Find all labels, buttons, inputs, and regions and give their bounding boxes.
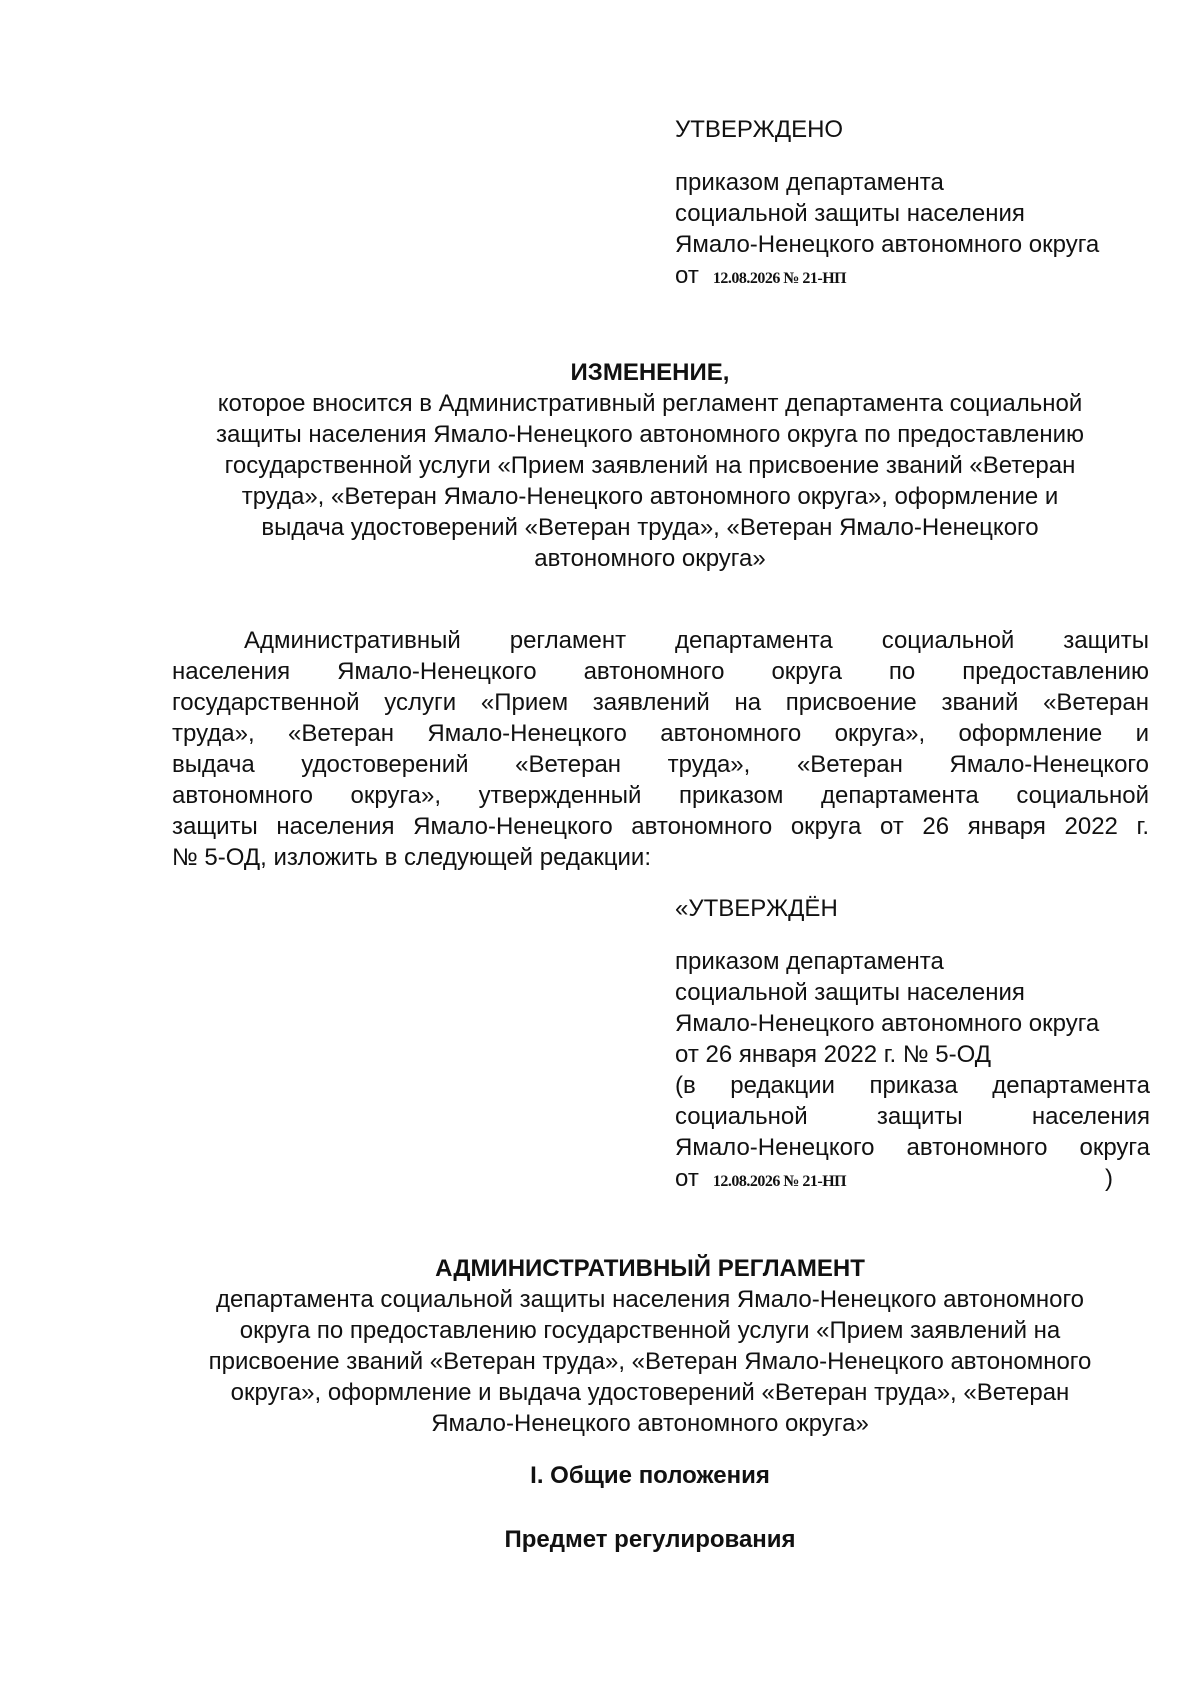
- paragraph-line: населения Ямало-Ненецкого автономного округа по предоставлению: [172, 658, 1149, 685]
- regulation-title: [150, 1253, 1150, 1439]
- change-title-line: труда», «Ветеран Ямало-Ненецкого автономного округа», оформление и: [241, 483, 1059, 510]
- approval-line: приказом департамента: [675, 948, 944, 975]
- paragraph-line: государственной услуги «Прием заявлений на присвоение званий «Ветеран: [172, 689, 1149, 716]
- change-title-line: государственной услуги «Прием заявлений на присвоение званий «Ветеран: [224, 452, 1076, 479]
- approval-line: от 26 января 2022 г. № 5-ОД: [675, 1041, 992, 1068]
- change-title-line: которое вносится в Административный регламент департамента социальной: [217, 390, 1083, 417]
- change-title-line: защиты населения Ямало-Ненецкого автономного округа по предоставлению: [216, 421, 1084, 448]
- approval-heading: УТВЕРЖДЕНО: [675, 116, 844, 143]
- approval-line-justified: социальной защиты населения: [675, 1103, 1150, 1130]
- from-prefix: от: [675, 262, 699, 289]
- regulation-title-line: департамента социальной защиты населения Ямало-Ненецкого автономного: [215, 1286, 1085, 1313]
- paragraph-line: автономного округа», утвержденный приказом департамента социальной: [172, 782, 1149, 809]
- approval-block-revised: [675, 893, 1150, 1194]
- approval-block: [675, 114, 1150, 291]
- approval-line: Ямало-Ненецкого автономного округа: [675, 1010, 1100, 1037]
- approval-line-justified: Ямало-Ненецкого автономного округа: [675, 1134, 1150, 1161]
- approval-line: социальной защиты населения: [675, 200, 1025, 227]
- approval-line-justified: (в редакции приказа департамента: [675, 1072, 1150, 1099]
- closing-parenthesis: ): [1105, 1165, 1113, 1192]
- change-heading: ИЗМЕНЕНИЕ,: [570, 359, 730, 386]
- body-paragraph: [172, 625, 1149, 873]
- paragraph-line: Административный регламент департамента социальной защиты: [244, 627, 1149, 654]
- change-title: [150, 357, 1150, 574]
- section-heading: I. Общие положения: [530, 1462, 770, 1489]
- number-stamp: 12.08.2026 № 21-НП: [712, 270, 847, 287]
- approval-number-line: [675, 1163, 1150, 1194]
- approval-line: Ямало-Ненецкого автономного округа: [675, 231, 1100, 258]
- approval-number-line: [675, 260, 1150, 291]
- approval-heading: «УТВЕРЖДЁН: [675, 895, 838, 922]
- paragraph-line: № 5-ОД, изложить в следующей редакции:: [172, 844, 651, 871]
- regulation-heading: АДМИНИСТРАТИВНЫЙ РЕГЛАМЕНТ: [435, 1255, 865, 1282]
- approval-line: социальной защиты населения: [675, 979, 1025, 1006]
- regulation-title-line: присвоение званий «Ветеран труда», «Ветеран Ямало-Ненецкого автономного: [208, 1348, 1092, 1375]
- regulation-title-line: округа», оформление и выдача удостоверений «Ветеран труда», «Ветеран: [230, 1379, 1070, 1406]
- regulation-title-line: Ямало-Ненецкого автономного округа»: [431, 1410, 869, 1437]
- paragraph-line: выдача удостоверений «Ветеран труда», «Ветеран Ямало-Ненецкого: [172, 751, 1149, 778]
- approval-line: приказом департамента: [675, 169, 944, 196]
- paragraph-line: труда», «Ветеран Ямало-Ненецкого автономного округа», оформление и: [172, 720, 1149, 747]
- number-stamp: 12.08.2026 № 21-НП: [712, 1173, 847, 1190]
- paragraph-line: защиты населения Ямало-Ненецкого автономного округа от 26 января 2022 г.: [172, 813, 1149, 840]
- change-title-line: автономного округа»: [534, 545, 766, 572]
- regulation-title-line: округа по предоставлению государственной услуги «Прием заявлений на: [239, 1317, 1061, 1344]
- subsection-heading: Предмет регулирования: [504, 1526, 796, 1553]
- from-prefix: от: [675, 1165, 699, 1192]
- change-title-line: выдача удостоверений «Ветеран труда», «Ветеран Ямало-Ненецкого: [261, 514, 1039, 541]
